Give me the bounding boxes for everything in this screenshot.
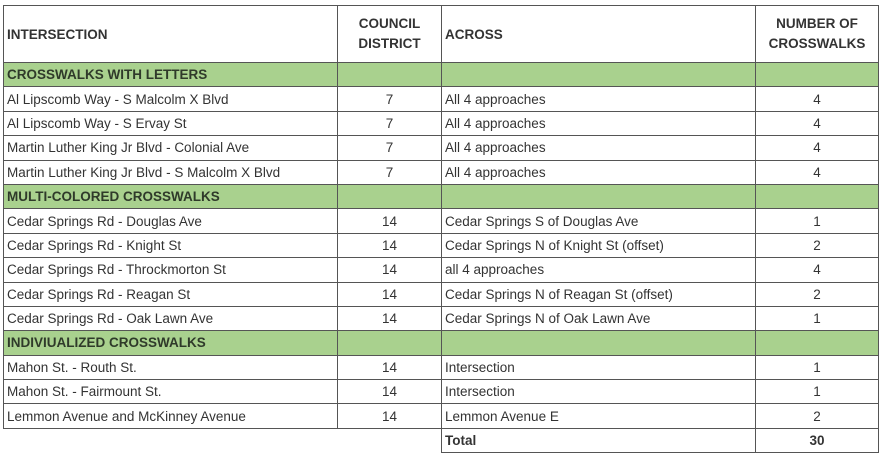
count-cell: 1 — [756, 355, 879, 379]
district-cell: 7 — [338, 111, 442, 135]
table-row — [4, 233, 879, 257]
header-council-district: COUNCIL DISTRICT — [338, 6, 442, 63]
table-row — [4, 87, 879, 111]
table-row — [4, 209, 879, 233]
intersection-cell: Al Lipscomb Way - S Malcolm X Blvd — [4, 87, 338, 111]
across-cell: all 4 approaches — [442, 258, 756, 282]
header-number-of-crosswalks: NUMBER OF CROSSWALKS — [756, 6, 879, 63]
intersection-cell: Mahon St. - Routh St. — [4, 355, 338, 379]
section-header-row — [4, 63, 879, 87]
count-cell: 4 — [756, 87, 879, 111]
total-row — [4, 428, 879, 452]
district-cell: 14 — [338, 306, 442, 330]
district-cell: 14 — [338, 355, 442, 379]
district-cell: 14 — [338, 233, 442, 257]
section-title: INDIVIUALIZED CROSSWALKS — [4, 331, 338, 355]
across-cell: Cedar Springs N of Reagan St (offset) — [442, 282, 756, 306]
intersection-cell: Cedar Springs Rd - Knight St — [4, 233, 338, 257]
count-cell: 2 — [756, 233, 879, 257]
district-cell: 14 — [338, 209, 442, 233]
count-cell: 2 — [756, 404, 879, 428]
intersection-cell: Al Lipscomb Way - S Ervay St — [4, 111, 338, 135]
district-cell: 14 — [338, 404, 442, 428]
total-label: Total — [442, 428, 756, 452]
across-cell: Lemmon Avenue E — [442, 404, 756, 428]
intersection-cell: Mahon St. - Fairmount St. — [4, 380, 338, 404]
count-cell: 1 — [756, 380, 879, 404]
section-header-row — [4, 331, 879, 355]
district-cell: 14 — [338, 282, 442, 306]
table-row — [4, 404, 879, 428]
across-cell: Cedar Springs N of Knight St (offset) — [442, 233, 756, 257]
table-row — [4, 111, 879, 135]
count-cell: 4 — [756, 160, 879, 184]
section-fill-cell — [338, 331, 442, 355]
table-row — [4, 136, 879, 160]
section-fill-cell — [756, 184, 879, 208]
table-row — [4, 355, 879, 379]
across-cell: Intersection — [442, 380, 756, 404]
count-cell: 1 — [756, 306, 879, 330]
across-cell: All 4 approaches — [442, 111, 756, 135]
intersection-cell: Lemmon Avenue and McKinney Avenue — [4, 404, 338, 428]
intersection-cell: Cedar Springs Rd - Throckmorton St — [4, 258, 338, 282]
district-cell: 7 — [338, 87, 442, 111]
count-cell: 4 — [756, 258, 879, 282]
intersection-cell: Cedar Springs Rd - Douglas Ave — [4, 209, 338, 233]
table-row — [4, 258, 879, 282]
count-cell: 4 — [756, 136, 879, 160]
header-row — [4, 6, 879, 63]
across-cell: Cedar Springs N of Oak Lawn Ave — [442, 306, 756, 330]
across-cell: All 4 approaches — [442, 136, 756, 160]
table-row — [4, 282, 879, 306]
total-value: 30 — [756, 428, 879, 452]
across-cell: Cedar Springs S of Douglas Ave — [442, 209, 756, 233]
intersection-cell: Martin Luther King Jr Blvd - S Malcolm X Blvd — [4, 160, 338, 184]
intersection-cell: Cedar Springs Rd - Reagan St — [4, 282, 338, 306]
section-header-row — [4, 184, 879, 208]
intersection-cell: Cedar Springs Rd - Oak Lawn Ave — [4, 306, 338, 330]
district-cell: 7 — [338, 160, 442, 184]
header-intersection: INTERSECTION — [4, 6, 338, 63]
section-title: CROSSWALKS WITH LETTERS — [4, 63, 338, 87]
count-cell: 1 — [756, 209, 879, 233]
across-cell: All 4 approaches — [442, 87, 756, 111]
district-cell: 7 — [338, 136, 442, 160]
section-fill-cell — [442, 184, 756, 208]
count-cell: 4 — [756, 111, 879, 135]
section-fill-cell — [338, 63, 442, 87]
section-title: MULTI-COLORED CROSSWALKS — [4, 184, 338, 208]
section-fill-cell — [338, 184, 442, 208]
table-row — [4, 160, 879, 184]
count-cell: 2 — [756, 282, 879, 306]
section-fill-cell — [756, 63, 879, 87]
district-cell: 14 — [338, 258, 442, 282]
section-fill-cell — [442, 63, 756, 87]
across-cell: All 4 approaches — [442, 160, 756, 184]
table-row — [4, 306, 879, 330]
table-row — [4, 380, 879, 404]
header-across: ACROSS — [442, 6, 756, 63]
intersection-cell: Martin Luther King Jr Blvd - Colonial Ave — [4, 136, 338, 160]
section-fill-cell — [756, 331, 879, 355]
district-cell: 14 — [338, 380, 442, 404]
section-fill-cell — [442, 331, 756, 355]
across-cell: Intersection — [442, 355, 756, 379]
crosswalks-table — [3, 5, 879, 453]
